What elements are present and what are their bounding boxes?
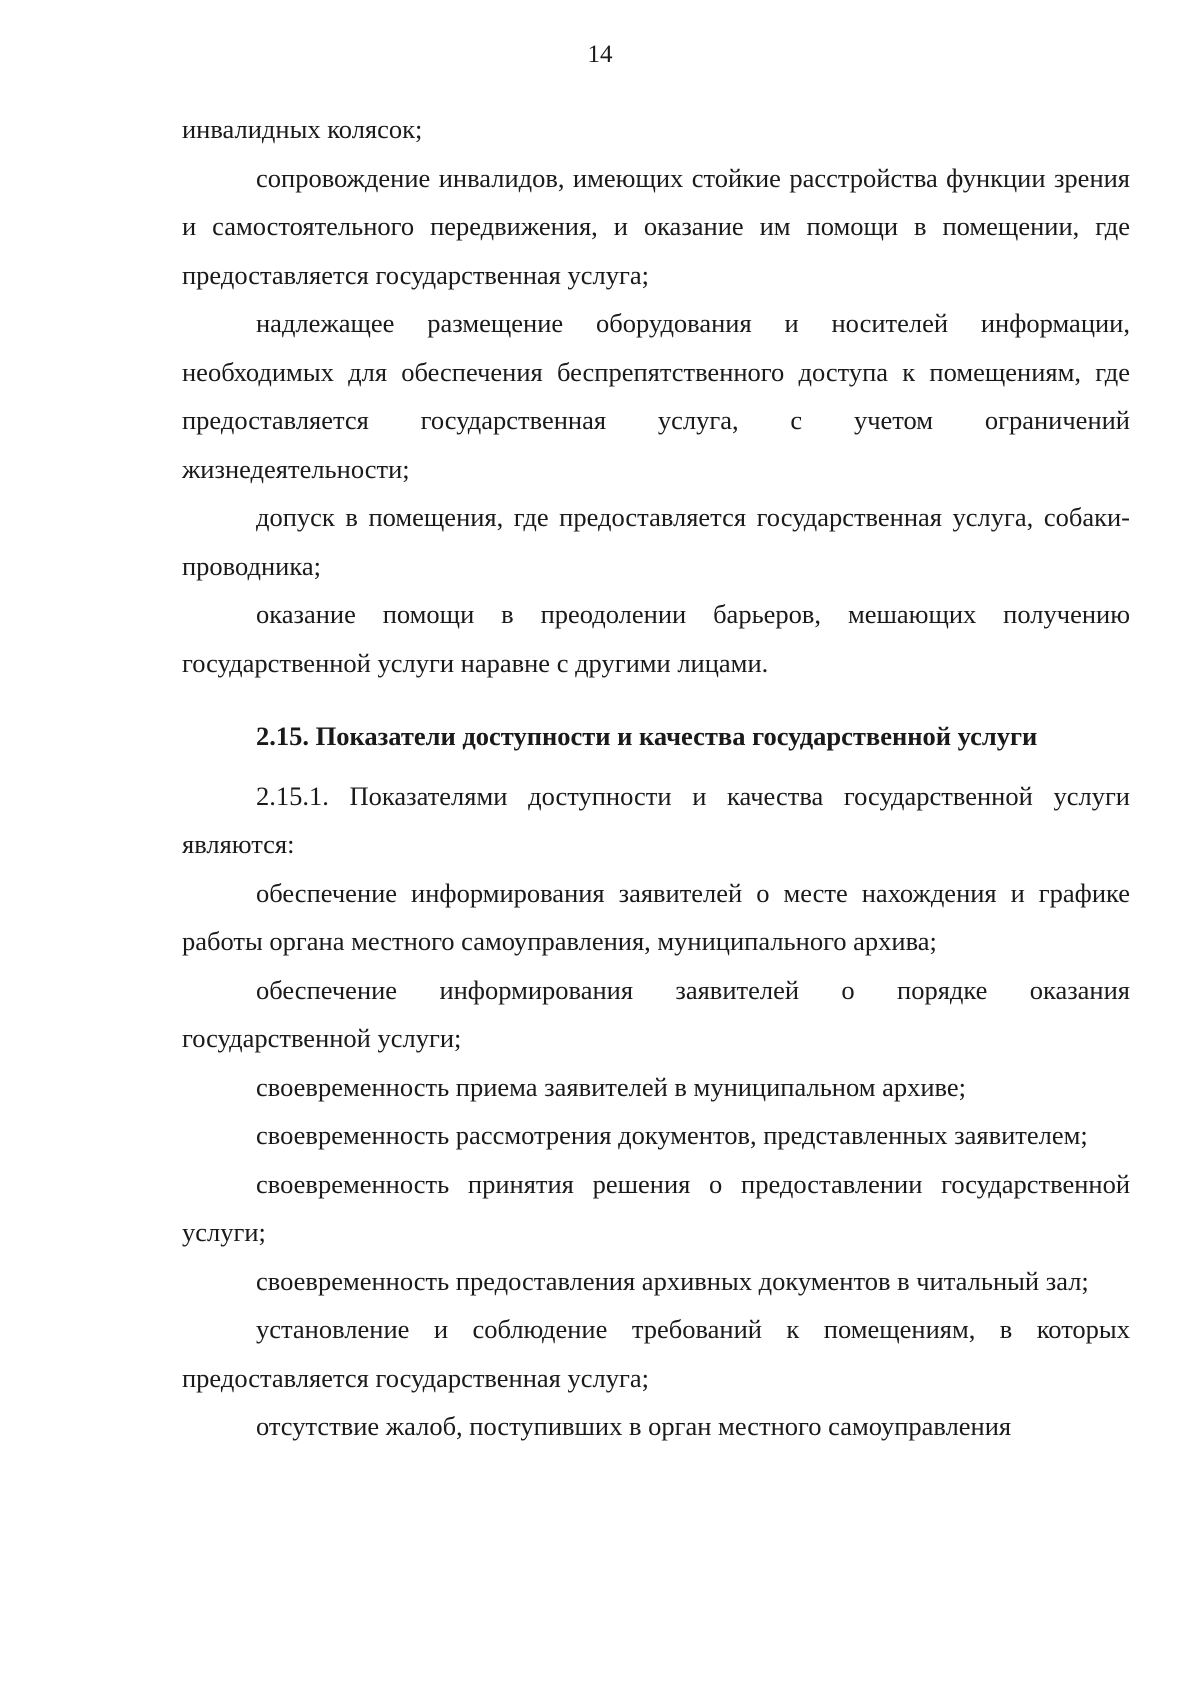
paragraph: сопровождение инвалидов, имеющих стойкие расстройства функции зрения и самостоятельного передвижения, и оказание им помощи в помещении, где предоставляется государственная услуга;: [182, 162, 1130, 290]
paragraph: обеспечение информирования заявителей о порядке оказания государственной услуги;: [182, 974, 1130, 1053]
page-number: 14: [587, 41, 613, 68]
paragraph: обеспечение информирования заявителей о месте нахождения и графике работы органа местного самоуправления, муниципального архива;: [182, 877, 1130, 956]
paragraph: 2.15.1. Показателями доступности и качества государственной услуги являются:: [182, 780, 1130, 859]
document-body: [182, 105, 1130, 1451]
section-heading: 2.15. Показатели доступности и качества государственной услуги: [256, 721, 1038, 751]
paragraph: установление и соблюдение требований к помещениям, в которых предоставляется государственная услуга;: [182, 1314, 1130, 1393]
paragraph: допуск в помещения, где предоставляется государственная услуга, собаки-проводника;: [182, 502, 1130, 581]
paragraph: отсутствие жалоб, поступивших в орган местного самоуправления: [256, 1411, 1012, 1441]
paragraph: своевременность предоставления архивных документов в читальный зал;: [256, 1265, 1089, 1296]
paragraph: оказание помощи в преодолении барьеров, мешающих получению государственной услуги наравне с другими лицами.: [182, 599, 1130, 678]
paragraph: своевременность рассмотрения документов, представленных заявителем;: [256, 1120, 1088, 1150]
paragraph: надлежащее размещение оборудования и носителей информации, необходимых для обеспечения беспрепятственного доступа к помещениям, где предоставляется государственная услуга, с учетом ограничений жизнедеятельности;: [182, 308, 1130, 484]
paragraph: инвалидных колясок;: [182, 114, 423, 144]
paragraph: своевременность принятия решения о предоставлении государственной услуги;: [182, 1168, 1130, 1247]
paragraph: своевременность приема заявителей в муниципальном архиве;: [256, 1071, 967, 1102]
